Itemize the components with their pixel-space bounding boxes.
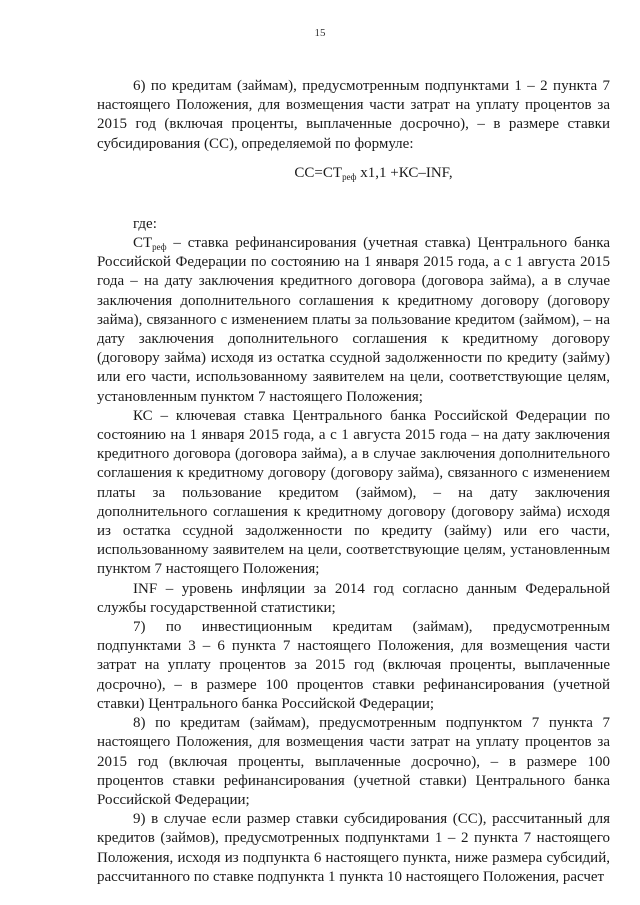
document-body [97, 77, 610, 887]
page-number: 15 [314, 27, 326, 39]
subsidy-rate-formula [97, 154, 610, 210]
st-symbol: СТ [133, 235, 153, 252]
formula-rhs: х1,1 +КС–INF, [356, 164, 453, 181]
item-9-paragraph: 9) в случае если размер ставки субсидирования (СС), рассчитанный для кредитов (займов), предусмотренных подпунктами 1 – 2 пункта 7 настоящего Положения, исходя из подпункта 6 настоящего пункта, ниже размера субсидий, рассчитанного по ставке подпункта 1 пункта 10 настоящего Положения, расчет [97, 811, 610, 885]
st-subscript: реф [152, 242, 167, 253]
st-definition-text: – ставка рефинансирования (учетная ставка) Центрального банка Российской Федерации по состоянию на 1 января 2015 года, а с 1 августа 2015 года – на дату заключения кредитного договора (договора займа), а в случае заключения дополнительного соглашения к кредитному договору (договору займа), связанного с изменением платы за пользование кредитом (займом), – на дату заключения дополнительного соглашения к кредитному договору (договору займа) исходя из остатка ссудной задолженности по кредиту (займу) или его части, использованному заявителем на цели, соответствующие целям, установленным пунктом 7 настоящего Положения; [97, 235, 610, 405]
definition-st-ref [97, 234, 610, 407]
formula-lhs: СС=СТ [294, 164, 343, 181]
definition-ks: КС – ключевая ставка Центрального банка Российской Федерации по состоянию на 1 января 2015 года, а с 1 августа 2015 года – на дату заключения кредитного договора (договора займа), а в случае заключения дополнительного соглашения к кредитному договору (договору займа), связанного с изменением платы за пользование кредитом (займом), – на дату заключения дополнительного соглашения к кредитному договору (договору займа) исходя из остатка ссудной задолженности по кредиту (займу) или его части, использованному заявителем на цели, соответствующие целям, установленным пунктом 7 настоящего Положения; [97, 407, 610, 578]
item-6-paragraph: 6) по кредитам (займам), предусмотренным подпунктами 1 – 2 пункта 7 настоящего Положения, для возмещения части затрат на уплату процентов за 2015 год (включая проценты, выплаченные досрочно), – в размере ставки субсидирования (СС), определяемой по формуле: [97, 78, 610, 152]
definition-inf: INF – уровень инфляции за 2014 год согласно данным Федеральной службы государственной статистики; [97, 580, 610, 616]
item-7-paragraph: 7) по инвестиционным кредитам (займам), предусмотренным подпунктами 3 – 6 пункта 7 настоящего Положения, для возмещения части затрат на уплату процентов за 2015 год (включая проценты, выплаченные досрочно), – в размере 100 процентов ставки рефинансирования (учетной ставки) Центрального банка Российской Федерации; [97, 619, 610, 712]
where-label: где: [133, 215, 157, 232]
item-8-paragraph: 8) по кредитам (займам), предусмотренным подпунктом 7 пункта 7 настоящего Положения, для возмещения части затрат на уплату процентов за 2015 год (включая проценты, выплаченные досрочно), – в размере 100 процентов ставки рефинансирования (учетной ставки) Центрального банка Российской Федерации; [97, 715, 610, 808]
formula-subscript: реф [342, 171, 357, 182]
